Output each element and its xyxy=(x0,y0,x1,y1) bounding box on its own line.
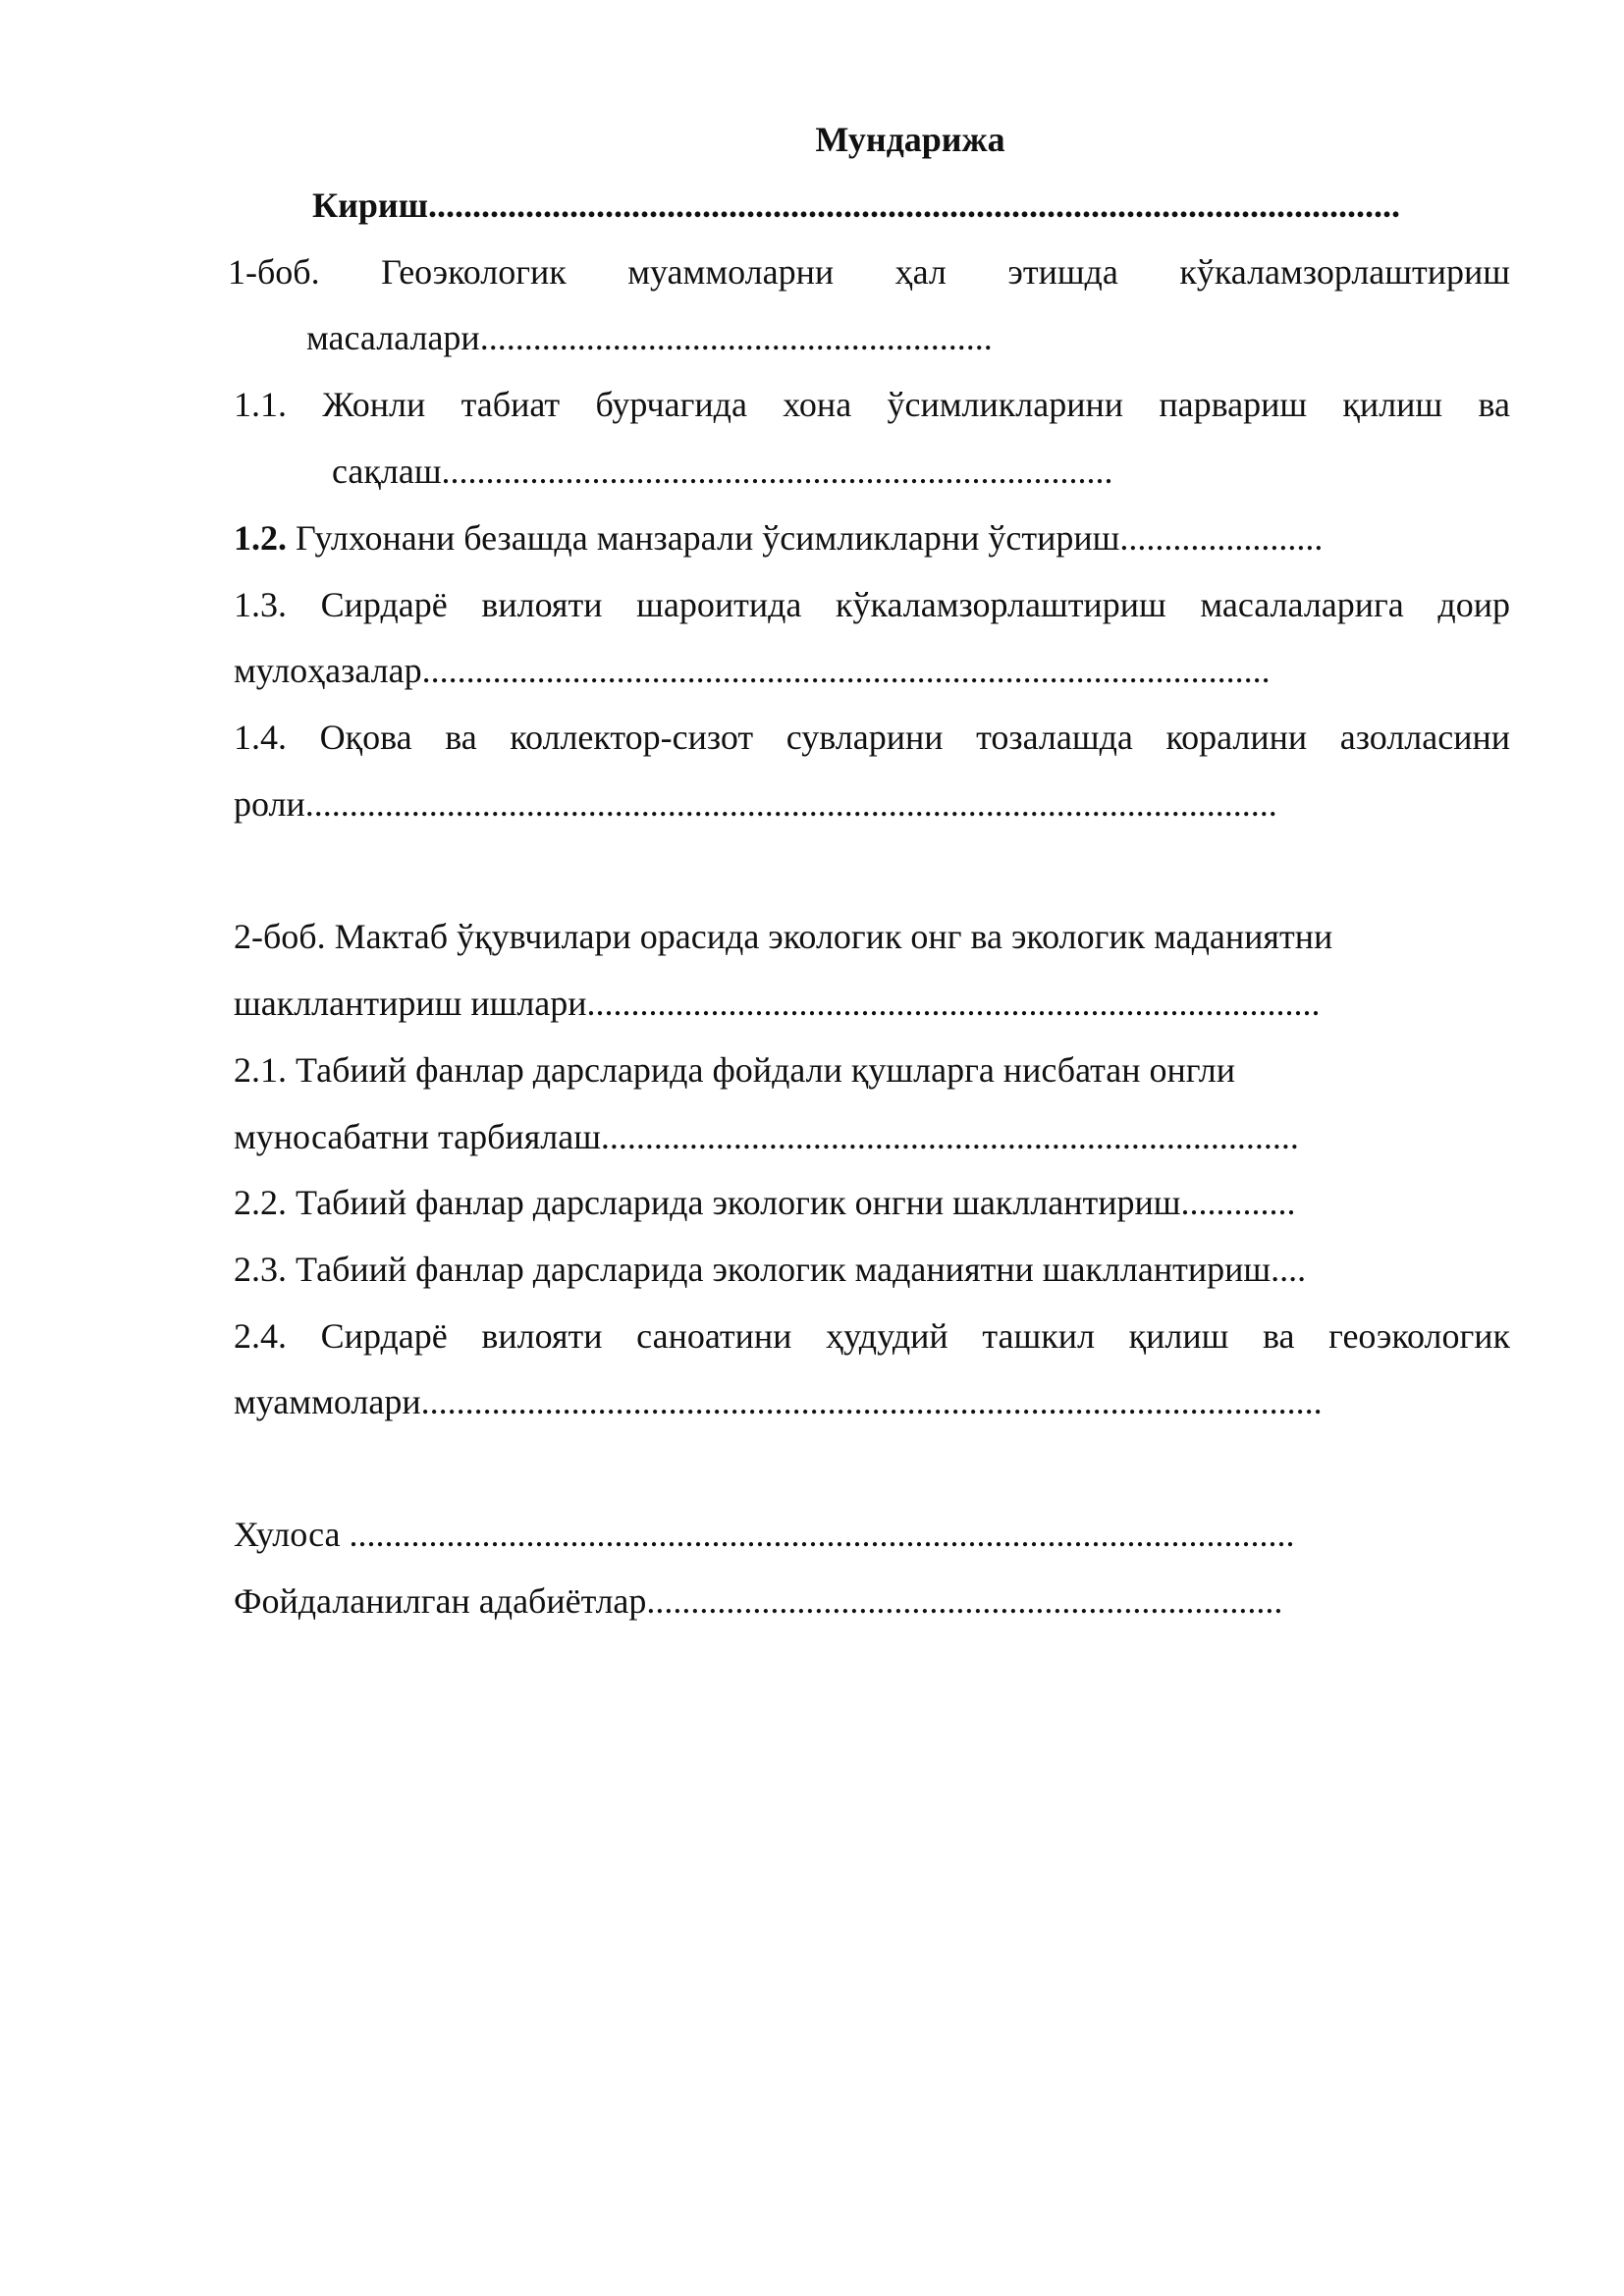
toc-chapter-2-line-2: шакллантириш ишлари................................................................................... xyxy=(234,984,1321,1023)
toc-section-1-3-line-2: мулоҳазалар................................................................................................ xyxy=(234,651,1271,690)
toc-section-2-1-line-2: муносабатни тарбиялаш............................................................................... xyxy=(234,1117,1299,1156)
toc-section-1-4-line-1: 1.4. Оқова ва коллектор-сизот сувларини тозалашда коралини азолласини xyxy=(234,718,1510,757)
toc-section-2-4-line-1: 2.4. Сирдарё вилояти саноатини ҳудудий ташкил қилиш ва геоэкологик xyxy=(234,1316,1510,1356)
toc-chapter-2-line-1: 2-боб. Мактаб ўқувчилари орасида экологик онг ва экологик маданиятни xyxy=(234,917,1333,956)
toc-conclusion: Хулоса ........................................................................................................... xyxy=(234,1515,1295,1554)
toc-section-2-1-line-1: 2.1. Табиий фанлар дарсларида фойдали қушларга нисбатан онгли xyxy=(234,1050,1235,1090)
page-title: Мундарижа xyxy=(815,120,1005,159)
toc-section-1-2-number: 1.2. xyxy=(234,518,287,558)
toc-section-1-1-line-2: сақлаш............................................................................ xyxy=(332,452,1113,491)
toc-references: Фойдаланилган адабиётлар........................................................................ xyxy=(234,1581,1283,1621)
toc-section-1-2-text: Гулхонани безашда манзарали ўсимликларни ўстириш....................... xyxy=(287,518,1324,558)
toc-chapter-1-line-1: 1-боб. Геоэкологик муаммоларни ҳал этишда кўкаламзорлаштириш xyxy=(228,252,1510,292)
toc-section-2-3: 2.3. Табиий фанлар дарсларида экологик маданиятни шакллантириш.... xyxy=(234,1250,1307,1289)
toc-section-2-2: 2.2. Табиий фанлар дарсларида экологик онгни шакллантириш............. xyxy=(234,1183,1296,1222)
toc-section-1-1-line-1: 1.1. Жонли табиат бурчагида хона ўсимликларини парвариш қилиш ва xyxy=(234,385,1510,424)
toc-section-1-3-line-1: 1.3. Сирдарё вилояти шароитида кўкаламзорлаштириш масалаларига доир xyxy=(234,585,1510,624)
toc-section-1-4-line-2: роли.............................................................................................................. xyxy=(234,784,1277,824)
toc-intro: Кириш.............................................................................................................. xyxy=(312,186,1401,225)
toc-section-1-2 xyxy=(234,516,1510,560)
toc-section-2-4-line-2: муаммолари...................................................................................................... xyxy=(234,1382,1323,1421)
toc-chapter-1-line-2: масалалари.......................................................... xyxy=(306,318,993,357)
